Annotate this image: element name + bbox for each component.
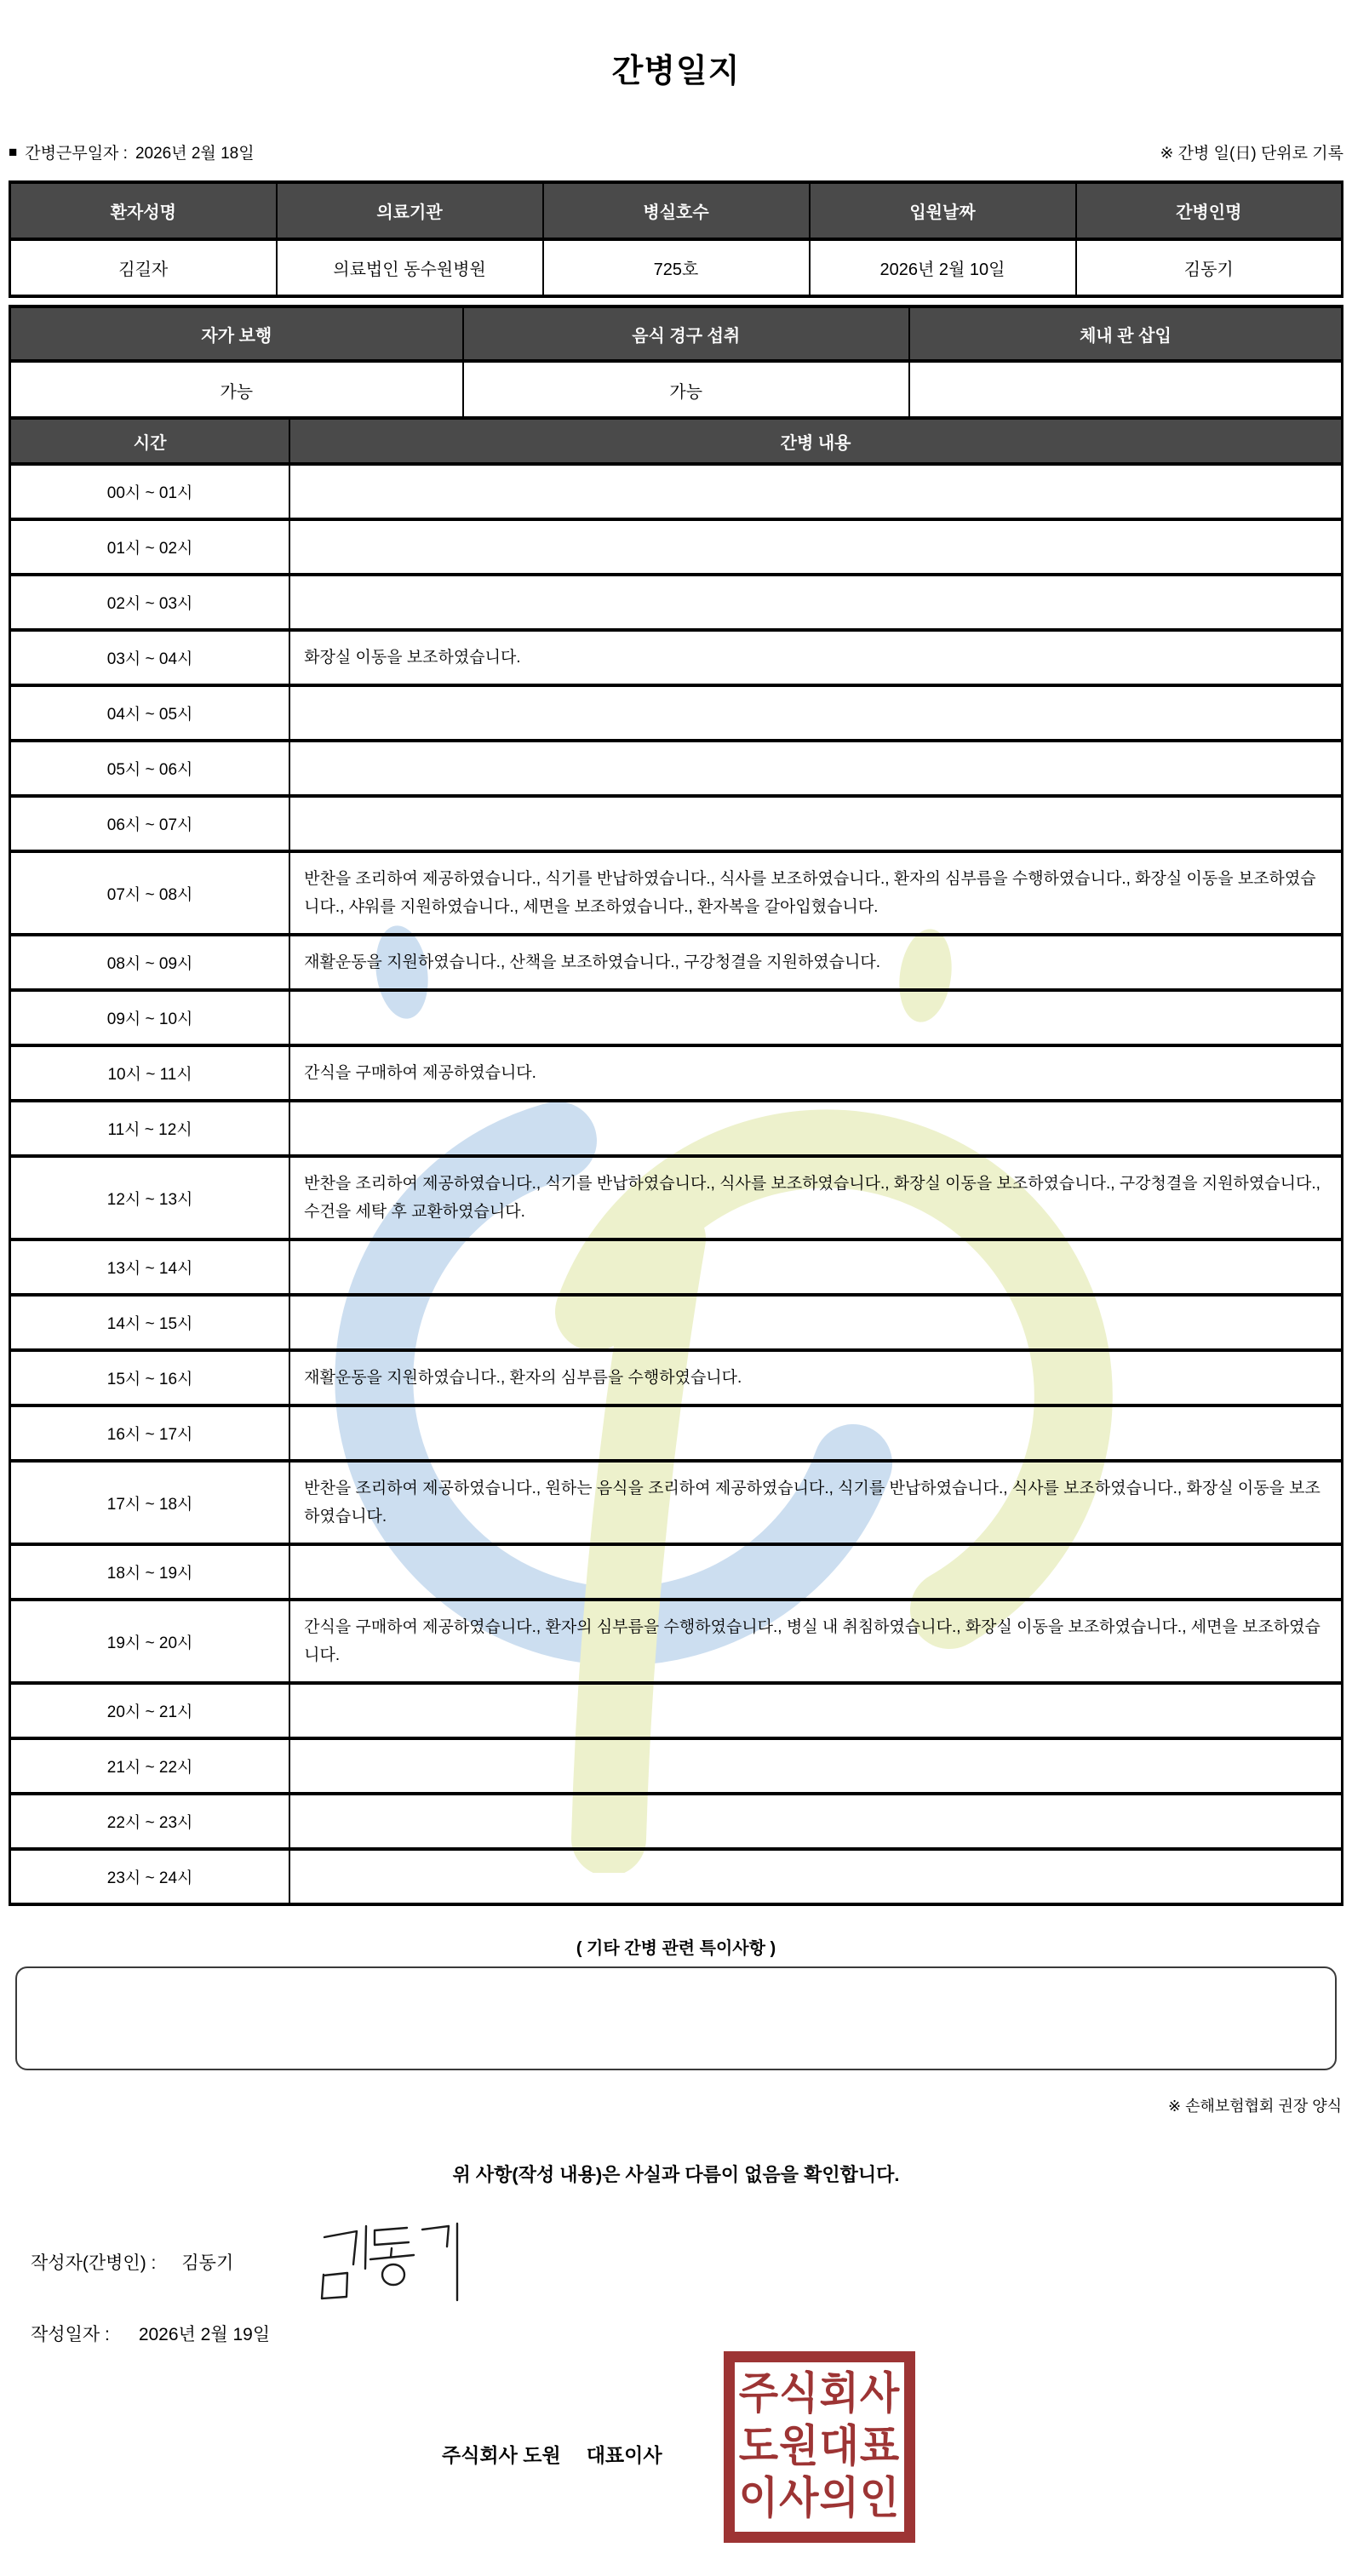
writer-label: 작성자(간병인) : <box>31 2253 157 2273</box>
content-cell <box>289 1738 1342 1794</box>
writer-row <box>31 2249 233 2275</box>
care-row-15 <box>10 1350 1343 1405</box>
value-cell-oral-intake: 가능 <box>463 361 909 419</box>
content-cell <box>289 1849 1342 1904</box>
care-row-08 <box>10 935 1343 990</box>
content-cell <box>289 685 1342 741</box>
care-row-21 <box>10 1738 1343 1794</box>
time-cell: 01시 ~ 02시 <box>10 519 290 575</box>
time-cell: 00시 ~ 01시 <box>10 464 290 519</box>
header-cell-tube-insertion: 체내 관 삽입 <box>909 306 1343 361</box>
written-date-label: 작성일자 : <box>31 2325 110 2344</box>
care-row-18 <box>10 1544 1343 1600</box>
care-row-09 <box>10 990 1343 1045</box>
work-date-value: 2026년 2월 18일 <box>135 145 255 163</box>
time-cell: 19시 ~ 20시 <box>10 1600 290 1683</box>
care-row-16 <box>10 1405 1343 1461</box>
value-cell-medical-institution: 의료법인 동수원병원 <box>277 239 543 296</box>
signature-stroke <box>375 2228 409 2245</box>
content-cell <box>289 1794 1342 1849</box>
content-cell: 반찬을 조리하여 제공하였습니다., 원하는 음식을 조리하여 제공하였습니다., 식기를 반납하였습니다., 식사를 보조하였습니다., 화장실 이동을 보조하였습니다. <box>289 1461 1342 1544</box>
care-row-00 <box>10 464 1343 519</box>
time-cell: 03시 ~ 04시 <box>10 630 290 685</box>
confirmation-statement: 위 사항(작성 내용)은 사실과 다름이 없음을 확인합니다. <box>452 2164 900 2185</box>
time-cell: 17시 ~ 18시 <box>10 1461 290 1544</box>
signature-stroke <box>365 2226 366 2269</box>
time-cell: 20시 ~ 21시 <box>10 1683 290 1738</box>
signature-stroke <box>382 2264 404 2285</box>
time-cell: 16시 ~ 17시 <box>10 1405 290 1461</box>
care-row-03 <box>10 630 1343 685</box>
square-bullet-icon: ■ <box>9 143 18 160</box>
care-header-row <box>10 418 1343 464</box>
value-cell-room-number: 725호 <box>543 239 810 296</box>
content-cell: 화장실 이동을 보조하였습니다. <box>289 630 1342 685</box>
content-cell: 재활운동을 지원하였습니다., 산책을 보조하였습니다., 구강청결을 지원하였습니다. <box>289 935 1342 990</box>
company-name: 주식회사 도원 <box>442 2444 561 2466</box>
patient-status-table <box>9 305 1343 421</box>
content-cell: 간식을 구매하여 제공하였습니다. <box>289 1045 1342 1101</box>
content-cell <box>289 575 1342 630</box>
care-row-12 <box>10 1156 1343 1239</box>
patient-info-table <box>9 180 1343 298</box>
written-date-value: 2026년 2월 19일 <box>138 2325 271 2344</box>
work-date-line <box>9 140 255 163</box>
status-header-row <box>10 306 1343 361</box>
signature-stroke <box>422 2226 449 2247</box>
header-cell-room-number: 병실호수 <box>543 182 810 239</box>
content-cell <box>289 464 1342 519</box>
value-cell-patient-name: 김길자 <box>10 239 277 296</box>
page-title: 간병일지 <box>611 54 741 89</box>
content-cell: 간식을 구매하여 제공하였습니다., 환자의 심부름을 수행하였습니다., 병실 내 취침하였습니다., 화장실 이동을 보조하였습니다., 세면을 보조하였습니다. <box>289 1600 1342 1683</box>
value-cell-admission-date: 2026년 2월 10일 <box>810 239 1076 296</box>
content-cell <box>289 1544 1342 1600</box>
time-cell: 04시 ~ 05시 <box>10 685 290 741</box>
header-cell-care-content: 간병 내용 <box>289 418 1342 464</box>
time-cell: 18시 ~ 19시 <box>10 1544 290 1600</box>
care-row-05 <box>10 741 1343 796</box>
corporate-seal-stamp <box>724 2351 915 2543</box>
care-row-22 <box>10 1794 1343 1849</box>
value-cell-tube-insertion <box>909 361 1343 419</box>
care-row-07 <box>10 851 1343 935</box>
header-cell-patient-name: 환자성명 <box>10 182 277 239</box>
ceo-title: 대표이사 <box>586 2444 662 2466</box>
time-cell: 11시 ~ 12시 <box>10 1101 290 1156</box>
care-log-table <box>9 416 1343 1906</box>
care-row-04 <box>10 685 1343 741</box>
unit-note: ※ 간병 일(日) 단위로 기록 <box>1160 145 1343 163</box>
notes-section-title: ( 기타 간병 관련 특이사항 ) <box>576 1939 776 1958</box>
content-cell <box>289 990 1342 1045</box>
time-cell: 06시 ~ 07시 <box>10 796 290 851</box>
content-cell <box>289 741 1342 796</box>
header-cell-oral-intake: 음식 경구 섭취 <box>463 306 909 361</box>
signature-stroke <box>324 2231 357 2264</box>
time-cell: 08시 ~ 09시 <box>10 935 290 990</box>
work-date-label: 간병근무일자 : <box>25 145 128 163</box>
stamp-line: 도원대표 <box>738 2422 901 2471</box>
content-cell <box>289 796 1342 851</box>
stamp-line: 이사의인 <box>738 2475 901 2524</box>
care-row-19 <box>10 1600 1343 1683</box>
time-cell: 23시 ~ 24시 <box>10 1849 290 1904</box>
stamp-line: 주식회사 <box>738 2369 901 2419</box>
content-cell <box>289 1239 1342 1295</box>
care-row-11 <box>10 1101 1343 1156</box>
content-cell <box>289 1101 1342 1156</box>
time-cell: 14시 ~ 15시 <box>10 1295 290 1350</box>
care-row-13 <box>10 1239 1343 1295</box>
content-cell: 반찬을 조리하여 제공하였습니다., 식기를 반납하였습니다., 식사를 보조하였습니다., 환자의 심부름을 수행하였습니다., 화장실 이동을 보조하였습니다., 샤워를 지원하였습니다., 세면을 보조하였습니다., 환자복을 갈아입혔습니다. <box>289 851 1342 935</box>
time-cell: 05시 ~ 06시 <box>10 741 290 796</box>
content-cell <box>289 1683 1342 1738</box>
header-cell-time: 시간 <box>10 418 290 464</box>
footer-section <box>0 2086 1352 2576</box>
notes-box <box>15 1966 1337 2070</box>
time-cell: 12시 ~ 13시 <box>10 1156 290 1239</box>
care-row-06 <box>10 796 1343 851</box>
written-date-row <box>31 2321 270 2346</box>
care-row-20 <box>10 1683 1343 1738</box>
time-cell: 10시 ~ 11시 <box>10 1045 290 1101</box>
time-cell: 02시 ~ 03시 <box>10 575 290 630</box>
patient-header-row <box>10 182 1343 239</box>
care-row-23 <box>10 1849 1343 1904</box>
header-cell-medical-institution: 의료기관 <box>277 182 543 239</box>
time-cell: 07시 ~ 08시 <box>10 851 290 935</box>
care-row-14 <box>10 1295 1343 1350</box>
status-value-row <box>10 361 1343 419</box>
value-cell-self-walking: 가능 <box>10 361 463 419</box>
company-row <box>442 2440 662 2468</box>
handwritten-signature <box>318 2222 472 2303</box>
time-cell: 15시 ~ 16시 <box>10 1350 290 1405</box>
content-cell: 반찬을 조리하여 제공하였습니다., 식기를 반납하였습니다., 식사를 보조하였습니다., 화장실 이동을 보조하였습니다., 구강청결을 지원하였습니다., 수건을 세탁 후 교환하였습니다. <box>289 1156 1342 1239</box>
writer-name: 김동기 <box>181 2253 234 2273</box>
content-cell: 재활운동을 지원하였습니다., 환자의 심부름을 수행하였습니다. <box>289 1350 1342 1405</box>
header-cell-admission-date: 입원날짜 <box>810 182 1076 239</box>
time-cell: 13시 ~ 14시 <box>10 1239 290 1295</box>
info-line <box>9 140 1343 163</box>
time-cell: 21시 ~ 22시 <box>10 1738 290 1794</box>
form-standard-note: ※ 손해보험협회 권장 양식 <box>1168 2098 1342 2115</box>
value-cell-caregiver-name: 김동기 <box>1076 239 1343 296</box>
care-row-02 <box>10 575 1343 630</box>
content-cell <box>289 1295 1342 1350</box>
time-cell: 22시 ~ 23시 <box>10 1794 290 1849</box>
content-cell <box>289 519 1342 575</box>
header-cell-self-walking: 자가 보행 <box>10 306 463 361</box>
signature-stroke <box>322 2273 347 2298</box>
time-cell: 09시 ~ 10시 <box>10 990 290 1045</box>
content-cell <box>289 1405 1342 1461</box>
care-row-01 <box>10 519 1343 575</box>
signature-stroke <box>370 2248 414 2259</box>
care-row-17 <box>10 1461 1343 1544</box>
header-cell-caregiver-name: 간병인명 <box>1076 182 1343 239</box>
care-row-10 <box>10 1045 1343 1101</box>
patient-value-row <box>10 239 1343 296</box>
